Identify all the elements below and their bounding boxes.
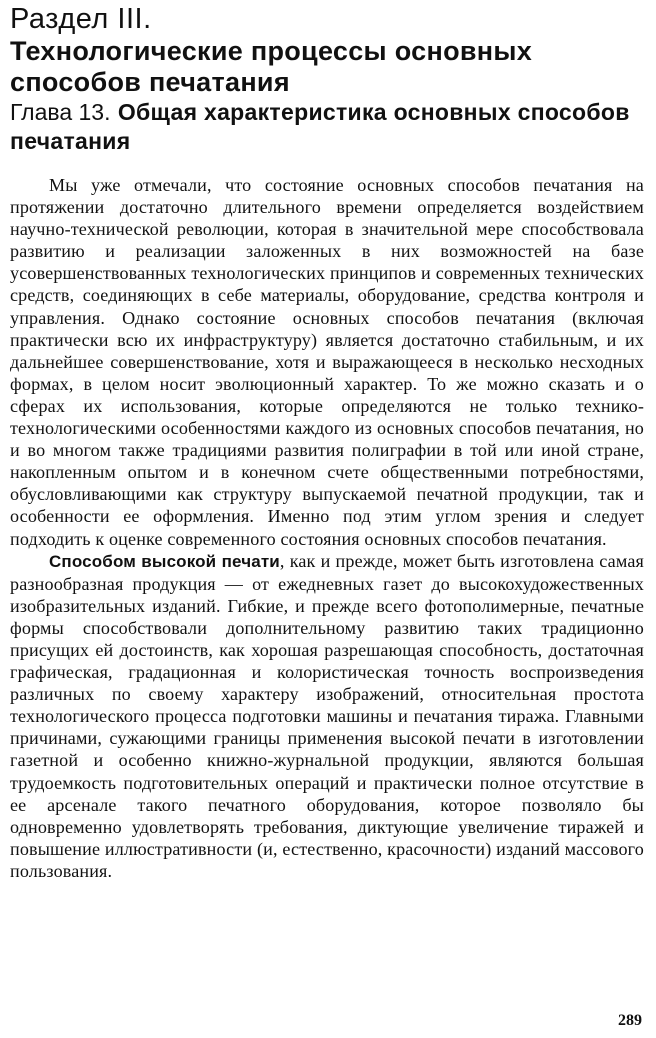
paragraph-2-lead: Способом высокой печати [49,551,280,571]
section-title-text: Технологические процессы основных способов печатания [10,36,533,97]
paragraph-1: Мы уже отмечали, что состояние основных способов печатания на протяжении достаточно длительного времени определяется воздействием научно-технической революции, которая в значительной мере способствовала развитию и реализации заложенных в них возможностей на базе усовершенствованных технологических принципов и современных технических средств, соединяющих в себе материалы, оборудование, средства контроля и управления. Однако состояние основных способов печатания (включая практически всю их инфраструктуру) является достаточно стабильным, и их дальнейшее совершенствование, хотя и выражающееся в несколько несходных формах, в целом носит эволюционный характер. То же можно сказать и о сферах их использования, которые определяются не только технико-технологическими особенностями каждого из основных способов печатания, но и во многом также традициями развития полиграфии в той или иной стране, накопленным опытом и в конечном счете общественными потребностями, обусловливающими как структуру выпускаемой печатной продукции, так и особенности ее оформления. Именно под этим углом зрения и следует подходить к оценке современного состояния основных способов печатания. [10,175,644,549]
paragraph-2-text: , как и прежде, может быть изготовлена самая разнообразная продукция — от ежедневных газет до высокохудожественных изобразительных изданий. Гибкие, и прежде всего фотополимерные, печатные формы способствовали дополнительному развитию таких традиционно присущих ей достоинств, как хорошая разрешающая способность, достаточная графическая, градационная и колористическая точность воспроизведения различных по своему характеру изображений, относительная простота технологического процесса подготовки машины и печатания тиража. Главными причинами, сужающими границы применения высокой печати в изготовлении газетной и особенно книжно-журнальной продукции, являются большая трудоемкость подготовительных операций и практически полное отсутствие в ее арсенале такого печатного оборудования, которое позволяло бы одновременно удовлетворять требования, диктующие увеличение тиражей и повышение иллюстративности (и, естественно, красочности) изданий массового пользования. [10,550,644,881]
body-text [10,174,644,882]
chapter-heading [10,98,656,156]
chapter-title: Общая характеристика основных способов печатания [10,99,630,154]
section-label: Раздел III. [10,3,152,35]
paragraph-2 [10,550,644,882]
chapter-number: Глава 13. [10,99,111,125]
section-title [10,36,656,98]
page-number: 289 [618,1012,642,1029]
